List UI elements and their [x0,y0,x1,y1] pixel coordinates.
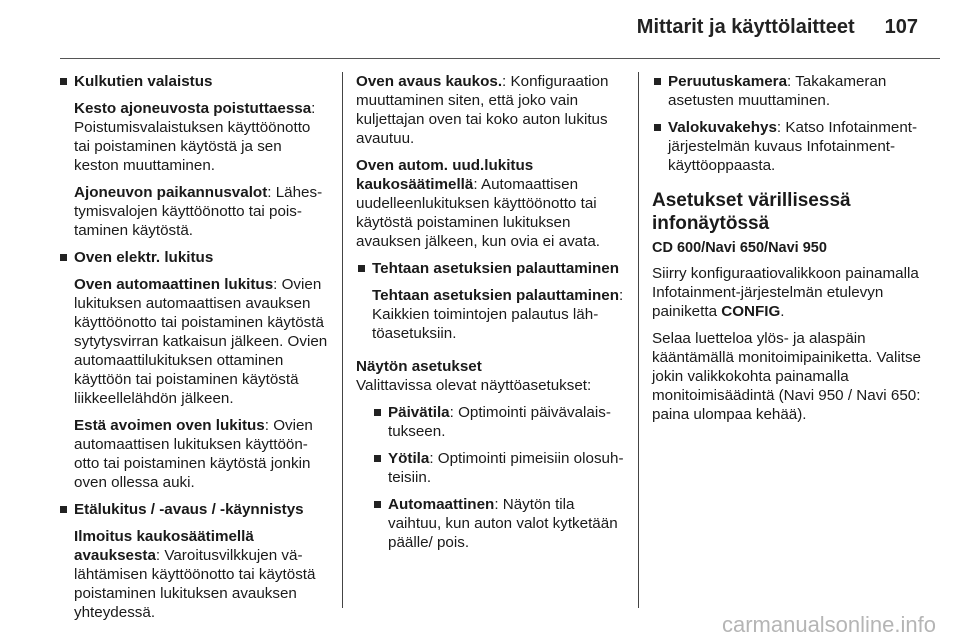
page-number: 107 [884,16,918,38]
section-heading-color-display: Asetukset värillisessä infonäytössä [652,190,851,234]
option-day-mode: Päivätila: Optimointi päivävalaistukseen. [356,403,626,441]
setting-remote-unlock-feedback: Ilmoitus kaukosäätimellä avauksesta: Varoitusvilkkujen välähtämisen käyttöönotto tai käytöstä poistaminen lukituksen avauksen yhteydessä. [74,528,316,621]
bullet-title: Oven elektr. lukitus [74,249,214,266]
bullet-title: Etälukitus / -avaus / -käynnistys [74,501,304,518]
paragraph-config: Siirry konfiguraatiovalikkoon painamalla Infotainment-järjestelmän etulevyn painiketta CONFIG. [652,265,919,320]
option-automatic: Automaattinen: Näytön tila vaihtuu, kun auton valot kytketään päälle/ pois. [356,495,626,552]
model-list: CD 600/Navi 650/Navi 950 [652,240,827,256]
paragraph-navigation: Selaa luetteloa ylös- ja alaspäin kääntämällä monitoimipainiketta. Valitse jokin valikkokohta painamalla monitoimisäädintä (Navi 950 / Navi 650: paina ulompaa kehää). [652,330,922,423]
section-intro: Valittavissa olevat näyttöasetukset: [356,377,592,394]
bullet-remote-functions [58,500,328,519]
column-divider-right [638,72,639,608]
setting-approach-lights: Ajoneuvon paikannusvalot: Lähestymisvalojen käyttöönotto tai poistaminen käytöstä. [74,184,323,239]
setting-factory-reset: Tehtaan asetuksien palauttaminen: Kaikkien toimintojen palautus lähtöasetuksiin. [372,287,624,342]
watermark: carmanualsonline.info [721,612,936,637]
setting-exit-duration: Kesto ajoneuvosta poistuttaessa: Poistumisvalaistuksen käyttöönotto tai poistaminen käytöstä ja sen keston muuttaminen. [74,100,316,174]
bullet-title: Kulkutien valaistus [74,73,213,90]
bullet-photo-frame: Valokuvakehys: Katso Infotainment-järjestelmän kuvaus Infotainment-käyttöoppaasta. [652,118,924,175]
setting-auto-relock: Oven autom. uud.lukitus kaukosäätimellä: Automaattisen uudelleenlukituksen käyttöönotto tai käytöstä poistaminen lukituksen avauksen jälkeen, kun ovia ei avata. [356,157,601,250]
column-1 [58,72,328,630]
option-night-mode: Yötila: Optimointi pimeisiin olosuhteisiin. [356,449,626,487]
bullet-rear-camera: Peruutuskamera: Takakameran asetusten muuttaminen. [652,72,924,110]
column-2 [356,72,626,560]
header-divider [60,58,940,59]
setting-open-door-lock: Estä avoimen oven lukitus: Ovien automaattisen lukituksen käyttöönotto tai poistaminen käytöstä jonkin oven ollessa auki. [74,417,313,491]
section-heading-display: Näytön asetukset [356,358,482,375]
column-divider-left [342,72,343,608]
bullet-power-locks [58,248,328,267]
bullet-title: Tehtaan asetuksien palauttaminen [372,260,620,277]
header-title: Mittarit ja käyttölaitteet [636,16,855,38]
bullet-exit-lighting [58,72,328,91]
setting-auto-lock: Oven automaattinen lukitus: Ovien lukituksen automaattisen avauksen käyttöönotto tai poistaminen käytöstä sytytysvirran katkaisun jälkeen. Ovien automaattilukituksen ottaminen käyttöön tai poistaminen käytöstä liikkeellelähdön jälkeen. [74,276,328,407]
page-header [637,16,918,39]
bullet-factory-reset [356,259,626,278]
column-3 [652,72,924,432]
setting-remote-door-unlock: Oven avaus kaukos.: Konfiguraation muuttaminen siten, että joko vain kuljettajan oven tai koko auton lukitus avautuu. [356,73,609,147]
